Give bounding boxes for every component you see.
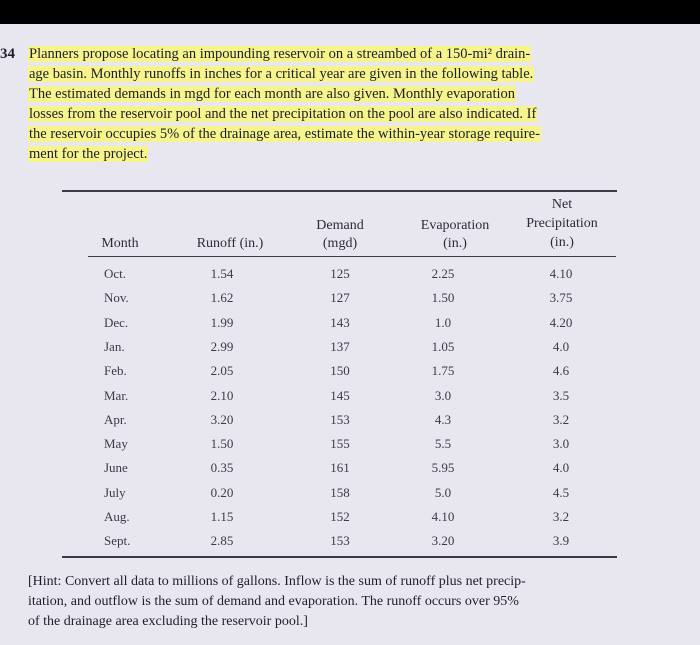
header-net-precip-line1: Net [551, 197, 573, 212]
table-cell-month: Nov. [104, 290, 129, 306]
problem-number: 34 [0, 46, 15, 62]
table-cell-demand: 125 [330, 266, 350, 281]
problem-line: age basin. Monthly runoffs in inches for a critical year are given in the following table. [29, 66, 534, 82]
table-cell-net: 3.0 [552, 436, 570, 452]
table-cell-demand: 127 [330, 290, 350, 306]
table-cell-demand: 152 [330, 509, 350, 524]
header-demand-line1: Demand [316, 218, 364, 233]
table-cell-runoff: 1.62 [210, 290, 234, 306]
table-cell-net: 4.10 [549, 266, 573, 281]
table-cell-net: 4.5 [552, 484, 570, 500]
textbook-page [0, 24, 700, 645]
table-cell-runoff: 1.15 [210, 509, 234, 524]
table-cell-demand: 137 [330, 338, 350, 354]
header-evaporation-line2: (in.) [443, 236, 467, 251]
table-cell-net: 3.75 [549, 290, 573, 306]
table-cell-evaporation: 2.25 [431, 266, 455, 281]
table-cell-runoff: 2.10 [210, 387, 234, 403]
table-cell-net: 3.9 [552, 533, 570, 549]
table-bottom-rule [62, 556, 617, 558]
table-cell-net: 3.2 [552, 411, 570, 427]
table-cell-runoff: 1.50 [210, 436, 234, 452]
table-cell-evaporation: 3.20 [431, 533, 455, 549]
table-cell-month: Apr. [104, 411, 127, 427]
table-cell-evaporation: 5.0 [434, 484, 452, 500]
table-cell-evaporation: 1.05 [431, 338, 455, 354]
hint-line: of the drainage area excluding the reservoir pool.] [28, 614, 308, 629]
problem-line: Planners propose locating an impounding reservoir on a streambed of a 150-mi² drain- [29, 46, 531, 62]
table-cell-month: June [104, 460, 128, 476]
table-cell-demand: 158 [330, 484, 350, 500]
table-cell-demand: 153 [330, 411, 350, 427]
table-cell-month: Dec. [104, 314, 129, 330]
header-month: Month [101, 236, 139, 251]
table-cell-evaporation: 4.3 [434, 411, 452, 427]
table-cell-month: Mar. [104, 387, 129, 403]
table-cell-net: 4.6 [552, 363, 570, 379]
table-cell-runoff: 0.35 [210, 460, 234, 476]
table-cell-net: 4.0 [552, 460, 570, 476]
problem-statement [28, 44, 660, 164]
table-cell-runoff: 1.54 [210, 266, 234, 281]
table-cell-runoff: 1.99 [210, 314, 234, 330]
table-cell-net: 3.5 [552, 387, 570, 403]
problem-line: The estimated demands in mgd for each month are also given. Monthly evaporation [29, 86, 516, 102]
problem-line: ment for the project. [29, 146, 148, 162]
table-cell-month: Feb. [104, 363, 127, 379]
table-cell-month: May [104, 436, 128, 452]
table-cell-evaporation: 3.0 [434, 387, 452, 403]
table-cell-demand: 161 [330, 460, 350, 476]
header-demand-line2: (mgd) [322, 236, 358, 251]
table-cell-runoff: 2.85 [210, 533, 234, 549]
table-cell-month: July [104, 484, 126, 500]
table-cell-evaporation: 5.95 [431, 460, 455, 476]
table-cell-evaporation: 5.5 [434, 436, 452, 452]
table-cell-runoff: 2.99 [210, 338, 234, 354]
table-cell-evaporation: 1.50 [431, 290, 455, 306]
header-net-precip-line3: (in.) [550, 235, 574, 250]
table-cell-demand: 143 [330, 314, 350, 330]
table-cell-net: 3.2 [552, 509, 570, 524]
problem-line: the reservoir occupies 5% of the drainage area, estimate the within-year storage require- [29, 126, 540, 142]
table-cell-demand: 150 [330, 363, 350, 379]
table-cell-demand: 153 [330, 533, 350, 549]
problem-line: losses from the reservoir pool and the net precipitation on the pool are also indicated. If [29, 106, 537, 122]
hint-text [28, 572, 668, 632]
table-cell-evaporation: 1.75 [431, 363, 455, 379]
table-cell-net: 4.20 [549, 314, 573, 330]
table-cell-month: Oct. [104, 266, 127, 281]
header-net-precip-line2: Precipitation [526, 216, 598, 231]
table-cell-month: Sept. [104, 533, 131, 549]
hint-line: itation, and outflow is the sum of demand and evaporation. The runoff occurs over 95% [28, 594, 519, 609]
table-cell-demand: 155 [330, 436, 350, 452]
table-cell-evaporation: 4.10 [431, 509, 455, 524]
hint-line: [Hint: Convert all data to millions of gallons. Inflow is the sum of runoff plus net precip- [28, 574, 526, 589]
table-cell-runoff: 0.20 [210, 484, 234, 500]
table-cell-runoff: 2.05 [210, 363, 234, 379]
header-runoff: Runoff (in.) [196, 236, 264, 251]
table-cell-demand: 145 [330, 387, 350, 403]
header-evaporation-line1: Evaporation [420, 218, 490, 233]
table-header-rule [88, 256, 616, 257]
table-cell-runoff: 3.20 [210, 411, 234, 427]
table-cell-month: Jan. [104, 338, 125, 354]
table-cell-evaporation: 1.0 [434, 314, 452, 330]
table-top-rule [62, 190, 617, 192]
table-cell-month: Aug. [104, 509, 130, 524]
table-cell-net: 4.0 [552, 338, 570, 354]
